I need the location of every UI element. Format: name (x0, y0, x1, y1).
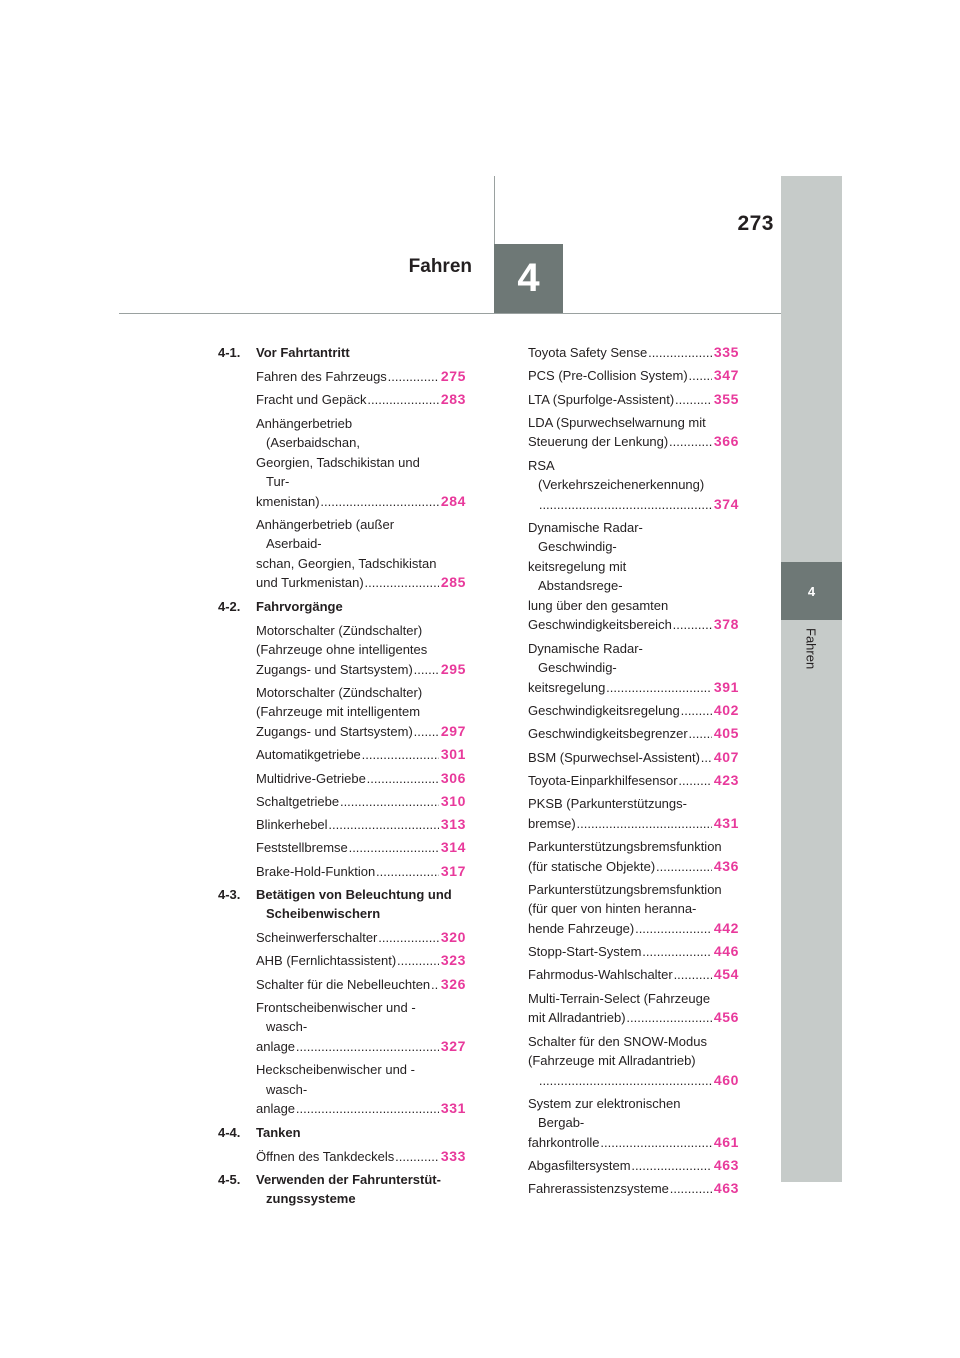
toc-entry-line: fahrkontrolle (528, 1134, 600, 1150)
toc-entry-line: Blinkerhebel (256, 817, 328, 833)
toc-section-number: 4-1. (218, 345, 241, 360)
toc-entry-line: (für quer von hinten heranna- (528, 901, 697, 917)
toc-entry-line: Georgien, Tadschikistan und Tur- (256, 454, 420, 490)
toc-entry-last-line (528, 390, 712, 410)
toc-entry-text (256, 390, 439, 410)
toc-page-link[interactable]: 423 (713, 771, 739, 788)
dot-leader (626, 1008, 712, 1028)
toc-entry-last-line (528, 343, 712, 363)
dot-leader (680, 701, 712, 721)
toc-entry-text (256, 367, 439, 387)
toc-entry-last-line (256, 573, 439, 593)
toc-entry-text (256, 951, 439, 971)
toc-page-link[interactable]: 456 (713, 1009, 739, 1026)
toc-section-title: Verwenden der Fahrunterstüt- (256, 1171, 441, 1187)
toc-entry-text (528, 771, 712, 791)
toc-entry-text (256, 792, 439, 812)
toc-entry-text (256, 769, 439, 789)
toc-entry-line: anlage (256, 1038, 296, 1054)
toc-entry-line: hende Fahrzeuge) (528, 920, 635, 936)
toc-entry-last-line (528, 771, 712, 791)
dot-leader (348, 838, 439, 858)
toc-page-link[interactable]: 454 (713, 966, 739, 983)
toc-section-heading (218, 1170, 466, 1208)
dot-leader (647, 343, 712, 363)
dot-leader (605, 678, 712, 698)
toc-entry-text (256, 928, 439, 948)
toc-entry[interactable] (218, 745, 466, 765)
toc-page-link[interactable]: 317 (440, 862, 466, 879)
toc-entry-line: Motorschalter (Zündschalter) (256, 684, 423, 700)
toc-entry-last-line (538, 1071, 712, 1091)
toc-section-number: 4-5. (218, 1171, 241, 1187)
toc-entry[interactable] (528, 518, 739, 635)
toc-entry-text (528, 343, 712, 363)
toc-entry-text (528, 794, 712, 833)
toc-entry-line: LTA (Spurfolge-Assistent) (528, 391, 675, 407)
dot-leader (339, 792, 439, 812)
toc-entry[interactable] (218, 515, 466, 593)
toc-entry-last-line (528, 724, 712, 744)
toc-entry[interactable] (528, 837, 739, 876)
toc-entry[interactable] (528, 1156, 739, 1176)
toc-entry[interactable] (528, 366, 739, 386)
toc-page-link[interactable]: 301 (440, 746, 466, 763)
dot-leader (430, 975, 439, 995)
toc-entry[interactable] (528, 965, 739, 985)
toc-page-link[interactable]: 335 (713, 344, 739, 360)
chapter-title: Fahren (408, 256, 472, 277)
toc-entry-line: Heckscheibenwischer und -wasch- (256, 1062, 415, 1097)
toc-entry-line: Fahren des Fahrzeugs (256, 369, 387, 384)
toc-entry[interactable] (218, 683, 466, 742)
dot-leader (396, 951, 439, 971)
toc-entry-line: Parkunterstützungsbremsfunktion (528, 881, 722, 897)
toc-entry-line: (Fahrzeuge ohne intelligentes (256, 642, 428, 658)
toc-entry-line: AHB (Fernlichtassistent) (256, 953, 397, 969)
toc-entry-last-line (528, 615, 712, 635)
toc-entry-line: Dynamische Radar-Geschwindig- (528, 640, 643, 676)
toc-entry[interactable] (528, 639, 739, 698)
toc-entry[interactable] (218, 621, 466, 680)
toc-entry-last-line (256, 1037, 439, 1057)
toc-entry-text (256, 621, 439, 680)
toc-entry-text (256, 1147, 439, 1167)
dot-leader (673, 965, 712, 985)
toc-section-number: 4-3. (218, 887, 241, 903)
toc-entry-text (528, 837, 722, 876)
toc-page-link[interactable]: 333 (440, 1147, 466, 1164)
toc-entry-text (528, 1156, 712, 1176)
toc-entry-last-line (256, 1147, 439, 1167)
toc-entry-line: mit Allradantrieb) (528, 1010, 626, 1026)
dot-leader (320, 492, 439, 512)
header-vertical-rule (494, 176, 495, 244)
toc-entry-line: System zur elektronischen Bergab- (528, 1095, 681, 1131)
dot-leader (295, 1037, 439, 1057)
toc-page-link[interactable]: 402 (713, 702, 739, 719)
toc-entry[interactable] (528, 989, 739, 1028)
toc-entry-text (256, 1060, 439, 1119)
toc-page-link[interactable]: 463 (713, 1180, 739, 1197)
toc-entry-line: Multi-Terrain-Select (Fahrzeuge (528, 990, 711, 1006)
toc-section-number: 4-2. (218, 598, 241, 614)
dot-leader (364, 573, 439, 593)
dot-leader (377, 928, 438, 948)
toc-page-link[interactable]: 355 (713, 390, 739, 407)
toc-entry-last-line (256, 492, 439, 512)
toc-entry-text (256, 838, 439, 858)
toc-entry-text (528, 1032, 712, 1091)
toc-entry-line: (Fahrzeuge mit Allradantrieb) (528, 1053, 696, 1069)
toc-entry-text (528, 880, 722, 939)
toc-entry-text (528, 413, 712, 452)
toc-page-link[interactable]: 366 (713, 433, 739, 450)
toc-page-link[interactable]: 347 (713, 367, 739, 384)
toc-entry-line: Automatikgetriebe (256, 747, 361, 763)
toc-section-title: Scheibenwischern (266, 906, 381, 922)
toc-page-link[interactable]: 331 (440, 1100, 466, 1117)
dot-leader (688, 366, 712, 386)
toc-entry-text (528, 366, 712, 386)
toc-section-title: Betätigen von Beleuchtung und (256, 887, 452, 903)
dot-leader (366, 769, 439, 789)
toc-entry[interactable] (218, 390, 466, 410)
toc-section-title: zungssysteme (266, 1190, 356, 1206)
toc-entry[interactable] (528, 343, 739, 363)
toc-entry-text (528, 1179, 712, 1199)
toc-entry[interactable] (218, 975, 466, 995)
toc-column-left (218, 343, 466, 1213)
toc-entry-line: Zugangs- und Startsystem) (256, 723, 413, 739)
dot-leader (688, 724, 712, 744)
toc-entry[interactable] (218, 367, 466, 387)
toc-entry-line: keitsregelung (528, 679, 606, 695)
toc-page-link[interactable]: 310 (440, 792, 466, 809)
toc-entry-text (528, 1094, 712, 1153)
toc-entry[interactable] (218, 1060, 466, 1119)
toc-entry-text (528, 748, 712, 768)
toc-entry[interactable] (528, 701, 739, 721)
toc-entry-line: Brake-Hold-Funktion (256, 863, 376, 879)
toc-entry-line: Schalter für den SNOW-Modus (528, 1033, 707, 1049)
toc-entry-last-line (256, 390, 439, 410)
toc-page-link[interactable]: 446 (713, 943, 739, 960)
side-tab-label: Fahren (803, 628, 819, 670)
toc-entry-line: lung über den gesamten (528, 597, 669, 613)
toc-entry[interactable] (528, 724, 739, 744)
toc-page-link[interactable]: 297 (440, 722, 466, 739)
toc-entry-line: PCS (Pre-Collision System) (528, 368, 688, 384)
page-number: 273 (737, 212, 774, 235)
toc-entry[interactable] (528, 748, 739, 768)
toc-entry-last-line (528, 1156, 712, 1176)
toc-page-link[interactable]: 306 (440, 769, 466, 786)
header-rule (119, 313, 781, 314)
dot-leader (375, 862, 439, 882)
toc-page-link[interactable]: 405 (713, 725, 739, 742)
toc-entry-last-line (256, 951, 439, 971)
toc-page-link[interactable]: 327 (440, 1037, 466, 1054)
toc-entry-line: Schaltgetriebe (256, 793, 340, 809)
toc-entry-line: Toyota Safety Sense (528, 345, 648, 360)
toc-entry-line: Parkunterstützungsbremsfunktion (528, 839, 722, 855)
toc-page-link[interactable]: 436 (713, 857, 739, 874)
toc-entry-text (256, 815, 439, 835)
toc-entry-last-line (256, 367, 439, 387)
toc-page-link[interactable]: 442 (713, 919, 739, 936)
toc-entry[interactable] (528, 794, 739, 833)
dot-leader (295, 1099, 439, 1119)
toc-entry-line: Anhängerbetrieb (außer Aserbaid- (256, 516, 395, 552)
toc-entry-last-line (528, 965, 712, 985)
toc-entry-last-line (528, 701, 712, 721)
toc-section-number: 4-4. (218, 1124, 241, 1140)
toc-section-title: Tanken (256, 1124, 301, 1140)
toc-entry-line: (Fahrzeuge mit intelligentem (256, 704, 421, 720)
toc-entry-text (256, 515, 439, 593)
toc-entry-last-line (528, 919, 712, 939)
toc-entry-line: Stopp-Start-System (528, 944, 642, 960)
toc-entry[interactable] (218, 792, 466, 812)
toc-entry-text (528, 724, 712, 744)
toc-entry[interactable] (528, 1094, 739, 1153)
toc-entry-text (528, 989, 712, 1028)
toc-entry-last-line (256, 745, 439, 765)
toc-page-link[interactable]: 275 (440, 368, 466, 384)
dot-leader (700, 748, 712, 768)
toc-entry-last-line (256, 660, 439, 680)
toc-entry[interactable] (528, 1032, 739, 1091)
toc-entry-last-line (256, 975, 439, 995)
toc-entry-line: Öffnen des Tankdeckels (256, 1148, 395, 1164)
toc-entry-line: bremse) (528, 815, 576, 831)
toc-entry-line: Fahrmodus-Wahlschalter (528, 967, 673, 983)
toc-entry-line: Toyota-Einparkhilfesensor (528, 772, 678, 788)
toc-entry-last-line (528, 1133, 712, 1153)
toc-entry[interactable] (528, 771, 739, 791)
toc-page-link[interactable]: 431 (713, 814, 739, 831)
dot-leader (674, 390, 712, 410)
toc-page-link[interactable]: 460 (713, 1071, 739, 1088)
toc-entry-last-line (528, 748, 712, 768)
toc-entry-line: Anhängerbetrieb (Aserbaidschan, (256, 415, 360, 451)
toc-entry[interactable] (528, 942, 739, 962)
dot-leader (413, 660, 439, 680)
toc-entry-line: schan, Georgien, Tadschikistan (256, 555, 437, 571)
dot-leader (672, 615, 712, 635)
toc-entry-line: Geschwindigkeitsregelung (528, 703, 680, 719)
toc-entry-line: Steuerung der Lenkung) (528, 434, 669, 450)
toc-entry-line: Schalter für die Nebelleuchten (256, 976, 431, 992)
toc-entry-line: Feststellbremse (256, 840, 348, 856)
toc-entry[interactable] (218, 838, 466, 858)
dot-leader (631, 1156, 712, 1176)
toc-entry-line: und Turkmenistan) (256, 575, 364, 591)
toc-entry[interactable] (528, 413, 739, 452)
toc-section-heading (218, 597, 466, 616)
dot-leader (413, 722, 439, 742)
dot-leader (678, 771, 712, 791)
toc-page-link[interactable]: 374 (713, 495, 739, 512)
toc-entry-line: kmenistan) (256, 493, 320, 509)
toc-section-title: Vor Fahrtantritt (256, 345, 350, 360)
toc-column-right (528, 343, 739, 1203)
toc-entry-line: anlage (256, 1101, 296, 1117)
toc-entry[interactable] (528, 390, 739, 410)
toc-page-link[interactable]: 285 (440, 574, 466, 591)
toc-entry-last-line (256, 928, 439, 948)
toc-entry[interactable] (218, 815, 466, 835)
toc-page-link[interactable]: 378 (713, 616, 739, 633)
toc-entry-line: Geschwindigkeitsbereich (528, 617, 672, 633)
toc-entry-line: BSM (Spurwechsel-Assistent) (528, 749, 700, 765)
toc-entry-line: RSA (Verkehrszeichenerkennung) (528, 457, 705, 493)
toc-entry[interactable] (218, 928, 466, 948)
dot-leader (538, 1071, 712, 1091)
dot-leader (367, 390, 439, 410)
toc-entry-last-line (528, 814, 712, 834)
toc-entry[interactable] (218, 1147, 466, 1167)
toc-entry-text (256, 414, 439, 512)
toc-entry-text (528, 701, 712, 721)
dot-leader (669, 1179, 712, 1199)
toc-entry-last-line (528, 1179, 712, 1199)
toc-page-link[interactable]: 463 (713, 1157, 739, 1174)
toc-entry-last-line (528, 1008, 712, 1028)
dot-leader (600, 1133, 712, 1153)
dot-leader (655, 857, 712, 877)
dot-leader (668, 432, 712, 452)
toc-entry-last-line (256, 769, 439, 789)
toc-entry[interactable] (528, 456, 739, 515)
toc-entry-line: Dynamische Radar-Geschwindig- (528, 519, 643, 555)
toc-entry-line: Fracht und Gepäck (256, 392, 367, 408)
toc-entry-line: LDA (Spurwechselwarnung mit (528, 414, 706, 430)
toc-entry-last-line (538, 495, 712, 515)
toc-page-link[interactable]: 323 (440, 952, 466, 969)
toc-entry-text (256, 975, 439, 995)
dot-leader (538, 495, 712, 515)
toc-section-title: Fahrvorgänge (256, 598, 343, 614)
toc-entry[interactable] (218, 862, 466, 882)
toc-entry-text (528, 390, 712, 410)
toc-entry-line: Geschwindigkeitsbegrenzer (528, 726, 688, 742)
toc-entry[interactable] (218, 951, 466, 971)
toc-entry-text (256, 998, 439, 1057)
toc-entry-line: Abgasfiltersystem (528, 1158, 631, 1174)
toc-entry-text (528, 942, 712, 962)
toc-entry[interactable] (218, 769, 466, 789)
chapter-number-block: 4 (494, 244, 563, 313)
toc-page-link[interactable]: 283 (440, 391, 466, 408)
toc-page-link[interactable]: 295 (440, 660, 466, 677)
dot-leader (641, 942, 711, 962)
toc-page-link[interactable]: 461 (713, 1133, 739, 1150)
toc-entry-last-line (256, 815, 439, 835)
toc-entry[interactable] (218, 414, 466, 512)
toc-section-heading (218, 1123, 466, 1142)
dot-leader (576, 814, 712, 834)
toc-page-link[interactable]: 391 (713, 678, 739, 695)
side-tab-chapter-number[interactable]: 4 (781, 562, 842, 620)
toc-entry-last-line (528, 942, 712, 962)
toc-entry-last-line (256, 862, 439, 882)
toc-entry-last-line (256, 792, 439, 812)
toc-section-heading (218, 343, 466, 362)
toc-entry-line: Fahrerassistenzsysteme (528, 1181, 669, 1197)
toc-entry[interactable] (528, 880, 739, 939)
toc-entry-last-line (256, 1099, 439, 1119)
toc-entry-text (528, 639, 712, 698)
toc-page-link[interactable]: 314 (440, 839, 466, 856)
toc-entry-last-line (528, 857, 712, 877)
toc-entry[interactable] (528, 1179, 739, 1199)
toc-entry-last-line (256, 838, 439, 858)
toc-entry-last-line (528, 432, 712, 452)
toc-page-link[interactable]: 320 (440, 929, 466, 946)
toc-entry-text (256, 683, 439, 742)
dot-leader (634, 919, 712, 939)
toc-entry-text (528, 518, 712, 635)
toc-entry-last-line (528, 678, 712, 698)
dot-leader (387, 367, 439, 387)
toc-page-link[interactable]: 284 (440, 492, 466, 509)
toc-page-link[interactable]: 313 (440, 816, 466, 833)
dot-leader (328, 815, 439, 835)
toc-entry[interactable] (218, 998, 466, 1057)
toc-entry-line: (für statische Objekte) (528, 858, 656, 874)
toc-entry-text (256, 862, 439, 882)
toc-entry-last-line (256, 722, 439, 742)
dot-leader (394, 1147, 439, 1167)
toc-entry-line: PKSB (Parkunterstützungs- (528, 796, 687, 812)
toc-page-link[interactable]: 326 (440, 975, 466, 992)
toc-page-link[interactable]: 407 (713, 748, 739, 765)
toc-entry-line: keitsregelung mit Abstandsrege- (528, 558, 627, 594)
toc-entry-line: Scheinwerferschalter (256, 930, 378, 946)
toc-entry-text (528, 965, 712, 985)
toc-entry-line: Motorschalter (Zündschalter) (256, 622, 423, 638)
toc-entry-text (256, 745, 439, 765)
toc-entry-line: Frontscheibenwischer und -wasch- (256, 999, 416, 1035)
toc-section-heading (218, 885, 466, 923)
toc-entry-last-line (528, 366, 712, 386)
dot-leader (361, 745, 439, 765)
toc-entry-line: Multidrive-Getriebe (256, 770, 366, 786)
toc-entry-text (528, 456, 712, 515)
toc-entry-line: Zugangs- und Startsystem) (256, 661, 413, 677)
